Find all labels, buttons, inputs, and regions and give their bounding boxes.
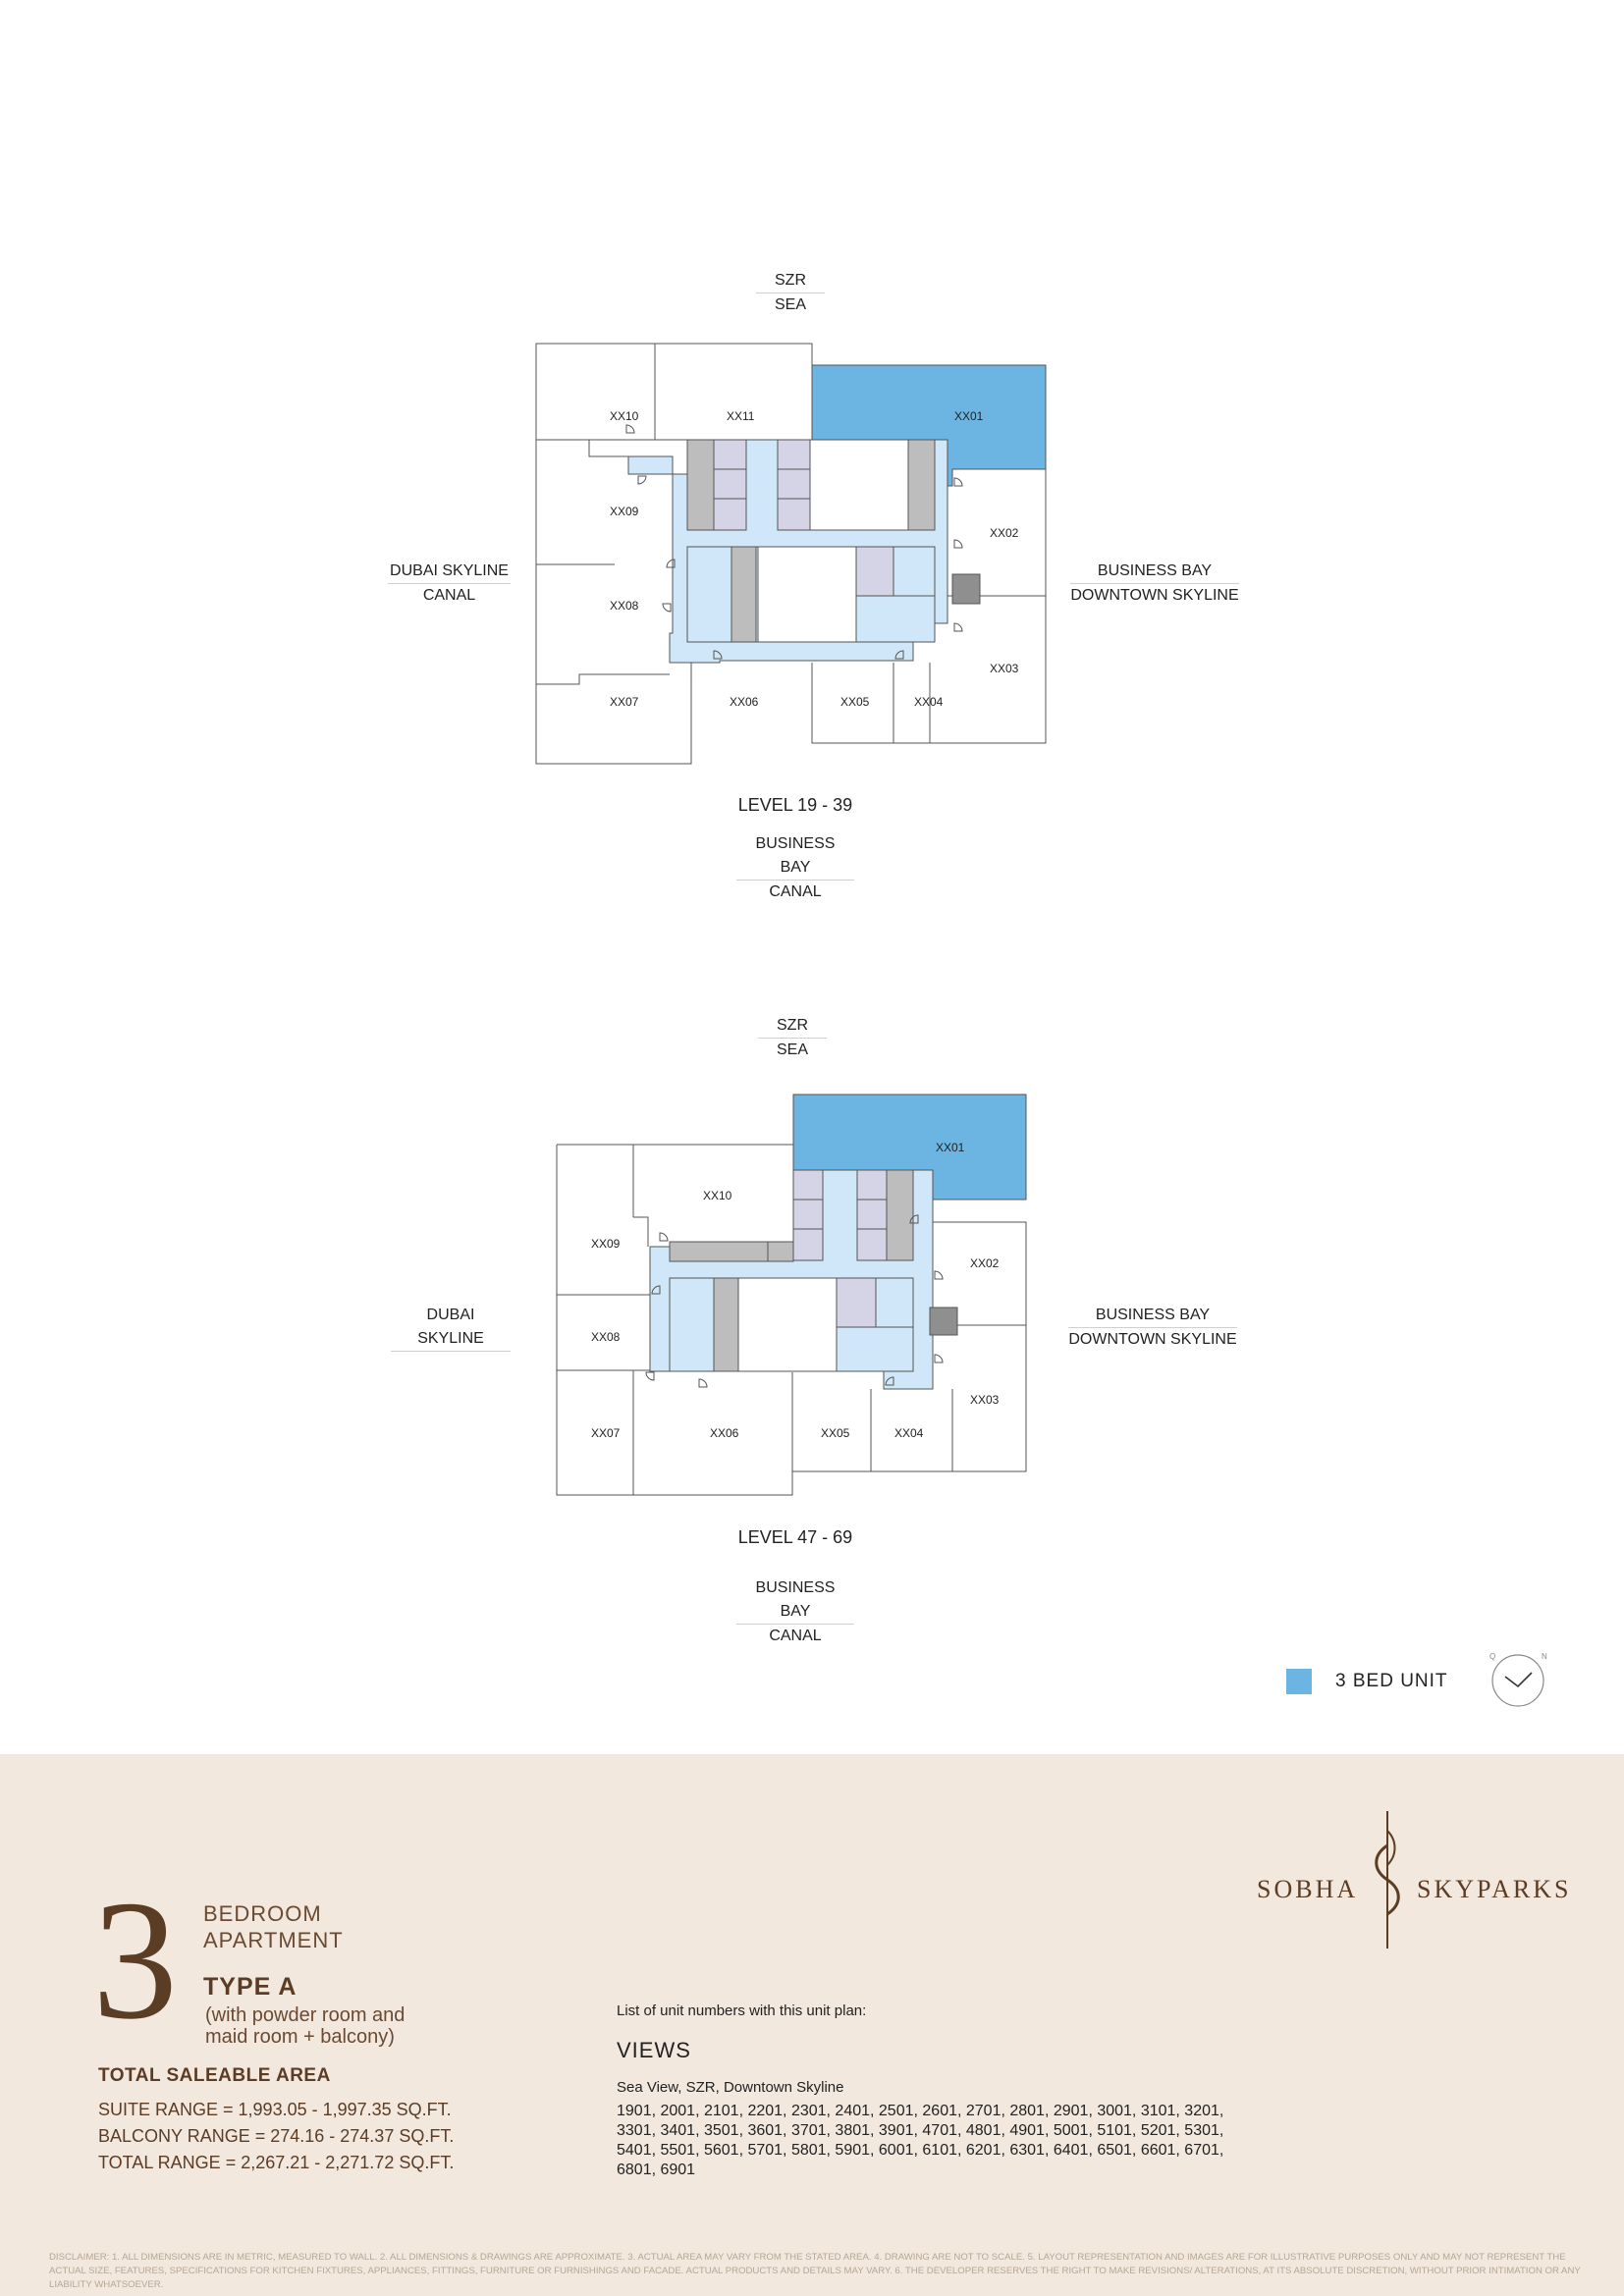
plan2-left-orientation bbox=[391, 1304, 511, 1352]
logo-word-left: SOBHA bbox=[1257, 1875, 1359, 1903]
plan2-left-label-1: DUBAI SKYLINE bbox=[391, 1304, 511, 1352]
balcony-range: BALCONY RANGE = 274.16 - 274.37 SQ.FT. bbox=[98, 2126, 455, 2146]
plan2-top-label-2: SEA bbox=[776, 1041, 808, 1058]
bedroom-label-line1: BEDROOM bbox=[203, 1901, 322, 1926]
plan1-bottom-label-2: CANAL bbox=[769, 883, 822, 900]
plan1-unit-label: XX10 bbox=[610, 409, 639, 423]
plan2-unit-label: XX01 bbox=[936, 1141, 965, 1154]
plan1-bottom-orientation bbox=[736, 832, 854, 904]
bedroom-count: 3 bbox=[92, 1865, 178, 2055]
compass-icon bbox=[1489, 1649, 1547, 1708]
plan2-bottom-orientation bbox=[736, 1576, 854, 1648]
compass-q-letter: Q bbox=[1489, 1652, 1496, 1661]
disclaimer: DISCLAIMER: 1. ALL DIMENSIONS ARE IN METRIC, MEASURED TO WALL. 2. ALL DIMENSIONS & DRAWINGS ARE APPROXIMATE. 3. ACTUAL AREA MAY VARY FROM THE STATED AREA. 4. DRAWING ARE NOT TO SCALE. 5. LAYOUT REPRESENTATION AND IMAGES ARE FOR ILLUSTRATIVE PURPOSES ONLY AND MAY NOT REPRESENT THE ACTUAL SIZE, FEATURES, SPECIFICATIONS FOR KITCHEN FIXTURES, APPLIANCES, FITTINGS, FURNITURE OR FURNISHINGS AND FACADE. ACTUAL PRODUCTS AND DETAILS MAY VARY. 6. THE DEVELOPER RESERVES THE RIGHT TO MAKE REVISIONS/ ALTERATIONS, AT ITS ABSOLUTE DISCRETION, WITHOUT PRIOR INTIMATION OR ANY LIABILITY WHATSOEVER. bbox=[49, 2252, 1581, 2290]
plan2-level: LEVEL 47 - 69 bbox=[737, 1527, 853, 1547]
plan1-unit-label: XX05 bbox=[840, 695, 870, 709]
logo-word-right: SKYPARKS bbox=[1417, 1875, 1572, 1903]
plan1-top-label-2: SEA bbox=[774, 296, 806, 313]
plan2-unit-label: XX04 bbox=[894, 1426, 924, 1440]
plan1-right-orientation bbox=[1070, 560, 1239, 608]
unit-type-desc-line2: maid room + balcony) bbox=[205, 2026, 395, 2048]
bedroom-label-line2: APARTMENT bbox=[203, 1928, 344, 1952]
unit-type-description bbox=[205, 2004, 405, 2048]
unit-numbers-list: 1901, 2001, 2101, 2201, 2301, 2401, 2501, 2601, 2701, 2801, 2901, 3001, 3101, 3201, 3301, 3401, 3501, 3601, 3701, 3801, 3901, 4701, 4801, 4901, 5001, 5101, 5201, 5301, 5401, 5501, 5601, 5701, 5801, 5901, 6001, 6101, 6201, 6301, 6401, 6501, 6601, 6701, 6801, 6901 bbox=[617, 2103, 1224, 2178]
plan1-unit-label: XX02 bbox=[990, 526, 1019, 540]
plan1-bottom-label-1: BUSINESS BAY bbox=[736, 832, 854, 881]
plan1-floorplan bbox=[530, 339, 1060, 771]
sobha-skyparks-logo bbox=[1255, 1811, 1572, 1949]
plan1-level: LEVEL 19 - 39 bbox=[737, 795, 853, 815]
unit-list-header: List of unit numbers with this unit plan: bbox=[617, 2002, 867, 2019]
plan2-unit-label: XX06 bbox=[710, 1426, 739, 1440]
plan2-bottom-label-2: CANAL bbox=[769, 1628, 822, 1644]
plan1-unit-label: XX08 bbox=[610, 599, 639, 613]
plan1-top-label-1: SZR bbox=[756, 269, 825, 294]
plan2-unit-label: XX07 bbox=[591, 1426, 621, 1440]
total-range: TOTAL RANGE = 2,267.21 - 2,271.72 SQ.FT. bbox=[98, 2153, 455, 2172]
plan2-floorplan bbox=[550, 1090, 1041, 1512]
plan1-top-orientation bbox=[756, 269, 825, 317]
plan2-right-label-1: BUSINESS BAY bbox=[1068, 1304, 1237, 1328]
plan1-unit-label: XX07 bbox=[610, 695, 639, 709]
plan1-unit-label: XX01 bbox=[954, 409, 984, 423]
unit-type-desc-line1: (with powder room and bbox=[205, 2004, 406, 2026]
plan2-unit-label: XX03 bbox=[970, 1393, 1000, 1407]
plan2-unit-label: XX02 bbox=[970, 1256, 1000, 1270]
views-description: Sea View, SZR, Downtown Skyline bbox=[617, 2079, 844, 2096]
plan1-unit-label: XX03 bbox=[990, 662, 1019, 675]
plan1-unit-label: XX09 bbox=[610, 505, 639, 518]
plan2-unit-label: XX05 bbox=[821, 1426, 850, 1440]
plan2-unit-label: XX10 bbox=[703, 1189, 732, 1202]
plan1-left-label-2: CANAL bbox=[422, 587, 476, 604]
total-saleable-area-heading: TOTAL SALEABLE AREA bbox=[98, 2065, 331, 2086]
plan1-left-label-1: DUBAI SKYLINE bbox=[388, 560, 511, 584]
plan1-unit-label: XX04 bbox=[914, 695, 944, 709]
plan2-top-label-1: SZR bbox=[758, 1014, 827, 1039]
plan1-right-label-2: DOWNTOWN SKYLINE bbox=[1070, 587, 1239, 604]
plan2-bottom-label-1: BUSINESS BAY bbox=[736, 1576, 854, 1625]
legend-label: 3 BED UNIT bbox=[1335, 1671, 1448, 1691]
bedroom-apartment-label bbox=[203, 1900, 344, 1953]
legend bbox=[1286, 1669, 1448, 1694]
legend-swatch bbox=[1286, 1669, 1312, 1694]
plan2-top-orientation bbox=[758, 1014, 827, 1062]
compass-n-letter: N bbox=[1542, 1652, 1547, 1661]
plan2-unit-label: XX09 bbox=[591, 1237, 621, 1251]
plan1-unit-label: XX11 bbox=[727, 409, 755, 423]
plan2-right-label-2: DOWNTOWN SKYLINE bbox=[1068, 1331, 1237, 1348]
views-heading: VIEWS bbox=[617, 2038, 691, 2062]
plan2-right-orientation bbox=[1068, 1304, 1237, 1352]
area-ranges bbox=[98, 2097, 454, 2176]
suite-range: SUITE RANGE = 1,993.05 - 1,997.35 SQ.FT. bbox=[98, 2100, 452, 2119]
plan1-left-orientation bbox=[388, 560, 511, 608]
plan1-right-label-1: BUSINESS BAY bbox=[1070, 560, 1239, 584]
plan2-unit-label: XX08 bbox=[591, 1330, 621, 1344]
logo-emblem-icon bbox=[1368, 1811, 1407, 1949]
plan1-unit-label: XX06 bbox=[730, 695, 759, 709]
unit-type: TYPE A bbox=[203, 1973, 298, 2001]
